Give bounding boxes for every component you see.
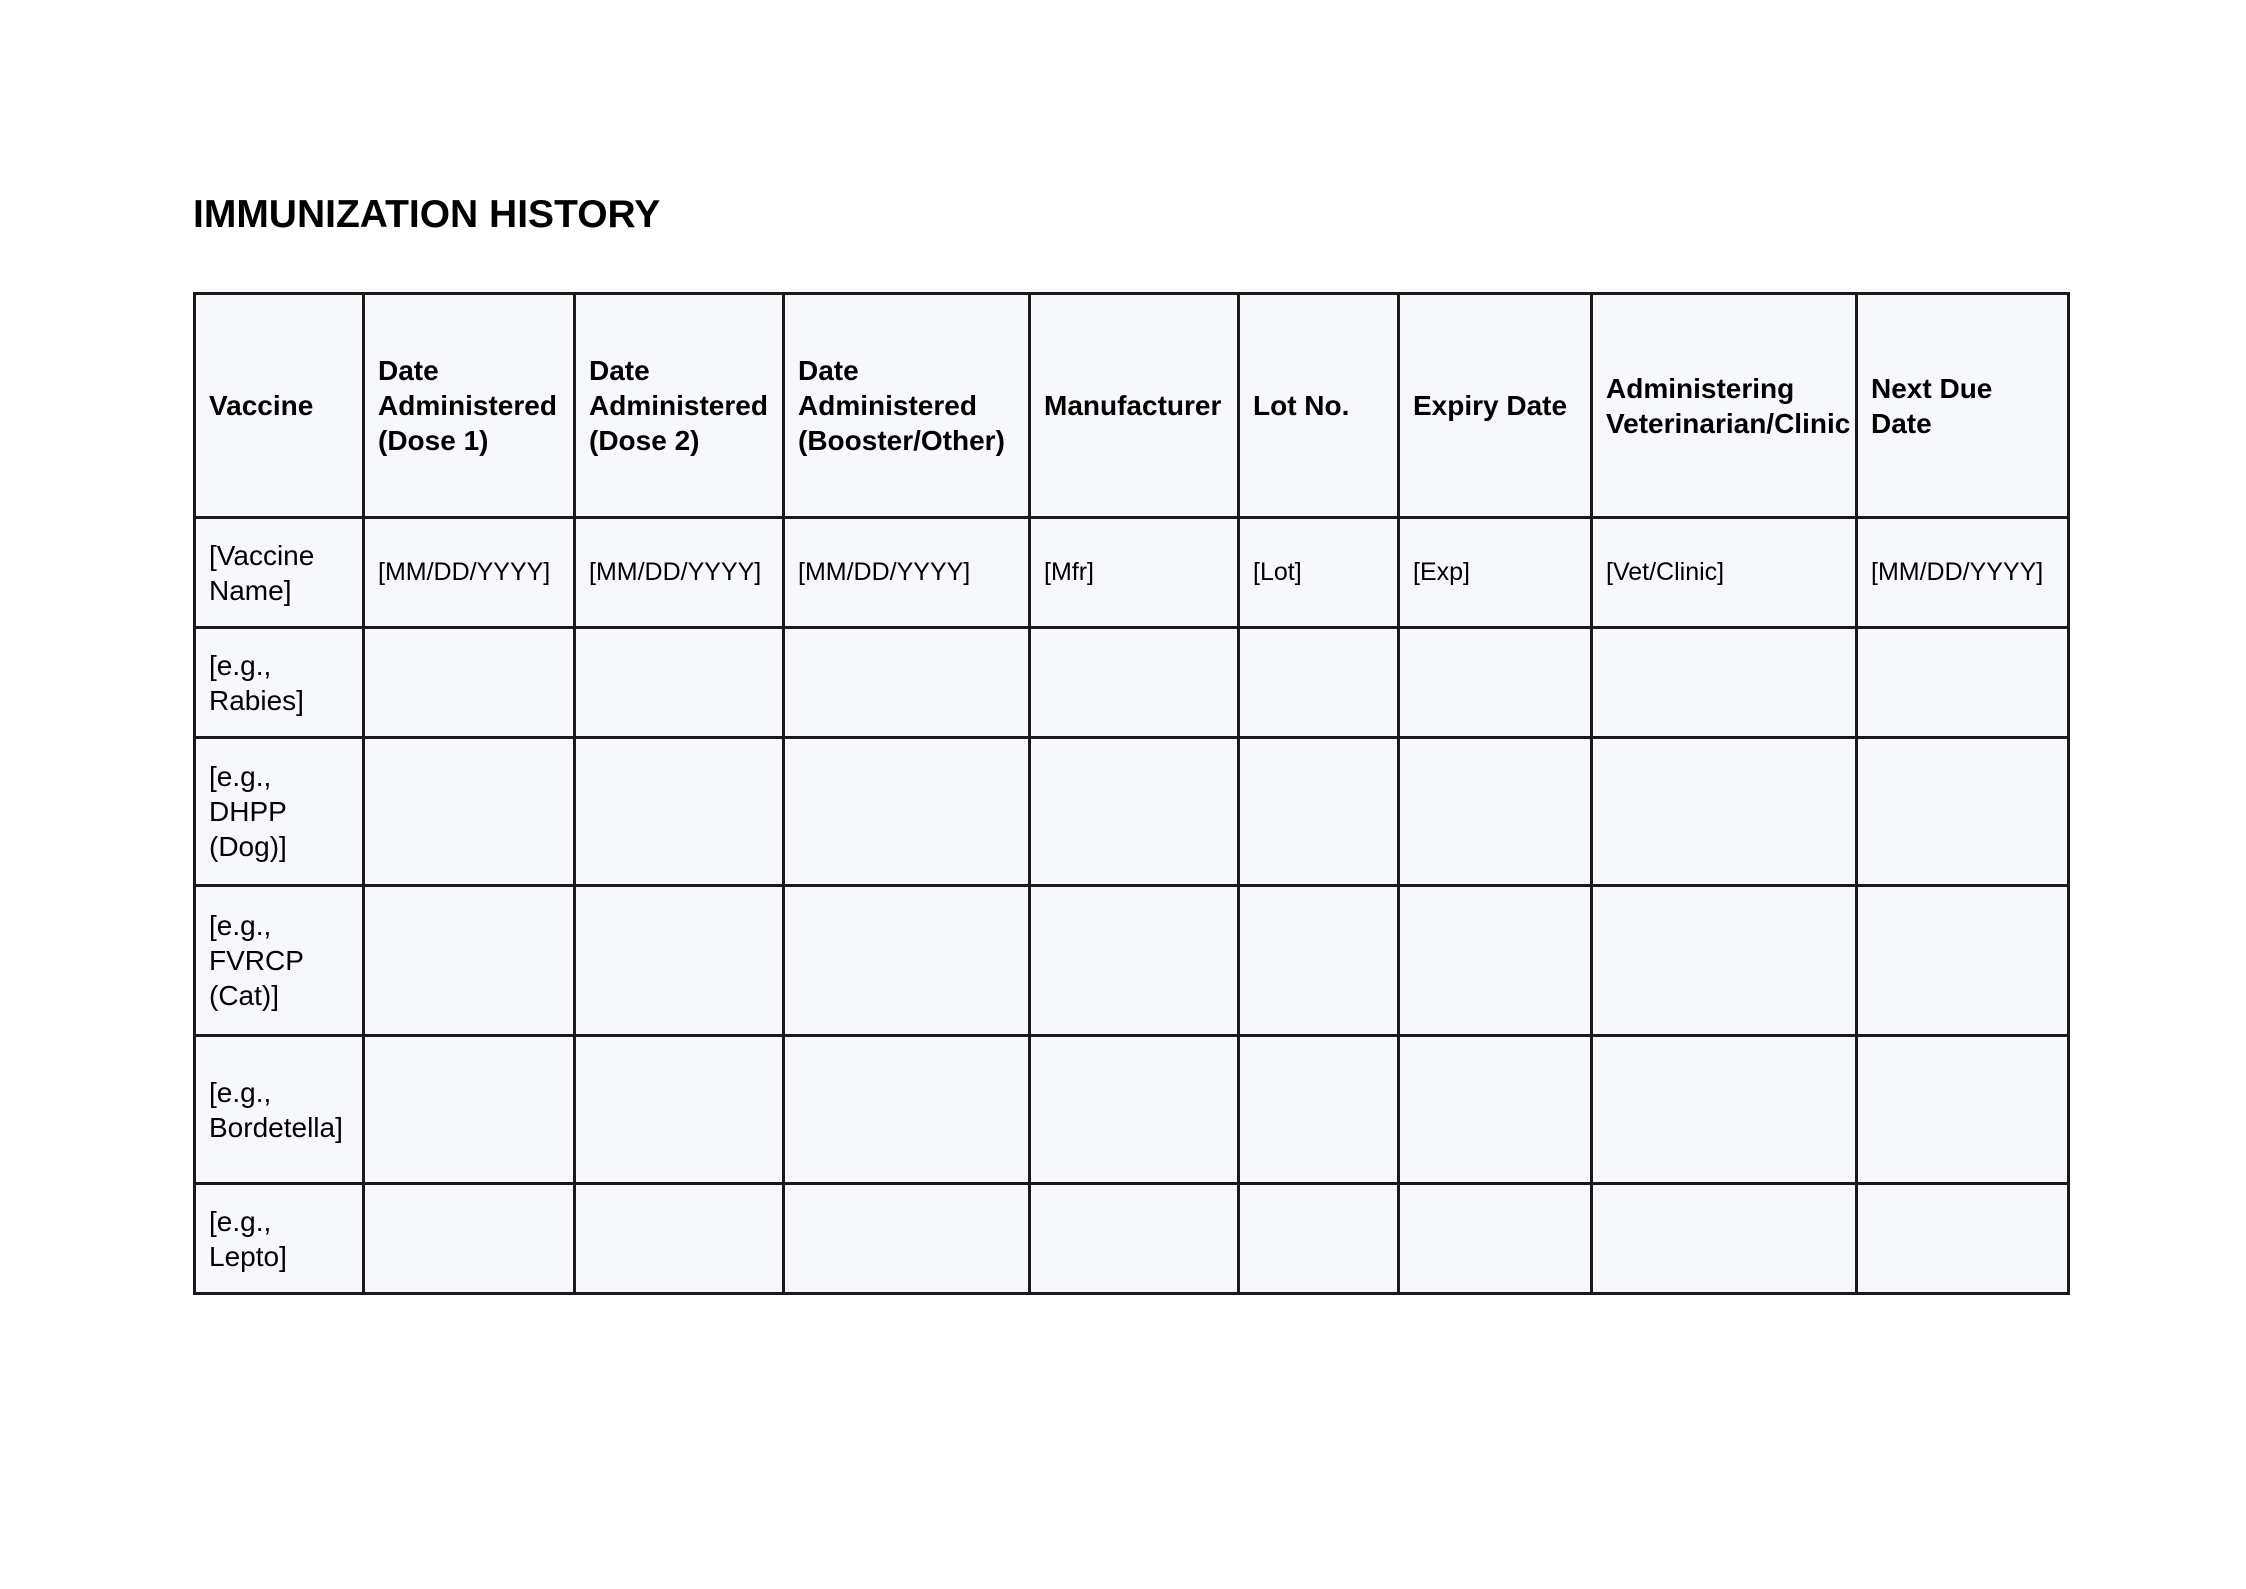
table-row: [195, 518, 2069, 628]
vaccine-name-cell[interactable]: [Vaccine Name]: [195, 518, 364, 628]
vet-clinic-cell[interactable]: [1592, 628, 1857, 738]
next-due-date-cell[interactable]: [1857, 738, 2069, 886]
next-due-date-cell[interactable]: [1857, 1036, 2069, 1184]
booster-date-cell[interactable]: [784, 1184, 1030, 1294]
dose-2-date-cell[interactable]: [575, 886, 784, 1036]
booster-date-cell[interactable]: [784, 628, 1030, 738]
expiry-date-cell[interactable]: [1399, 738, 1592, 886]
lot-no-cell[interactable]: [1239, 1184, 1399, 1294]
booster-date-cell[interactable]: [784, 738, 1030, 886]
header-manufacturer: Manufacturer: [1030, 294, 1239, 518]
booster-date-cell[interactable]: [MM/DD/YYYY]: [784, 518, 1030, 628]
header-lot-no: Lot No.: [1239, 294, 1399, 518]
header-next-due-date: Next Due Date: [1857, 294, 2069, 518]
next-due-date-cell[interactable]: [1857, 1184, 2069, 1294]
header-expiry-date: Expiry Date: [1399, 294, 1592, 518]
expiry-date-cell[interactable]: [1399, 1036, 1592, 1184]
expiry-date-cell[interactable]: [1399, 886, 1592, 1036]
lot-no-cell[interactable]: [1239, 738, 1399, 886]
vaccine-name-cell[interactable]: [e.g., Lepto]: [195, 1184, 364, 1294]
table-row: [195, 1036, 2069, 1184]
dose-1-date-cell[interactable]: [364, 738, 575, 886]
table-row: [195, 886, 2069, 1036]
header-dose-2-date: Date Administered (Dose 2): [575, 294, 784, 518]
dose-1-date-cell[interactable]: [MM/DD/YYYY]: [364, 518, 575, 628]
manufacturer-cell[interactable]: [1030, 628, 1239, 738]
next-due-date-cell[interactable]: [1857, 628, 2069, 738]
manufacturer-cell[interactable]: [1030, 886, 1239, 1036]
booster-date-cell[interactable]: [784, 1036, 1030, 1184]
table-row: [195, 1184, 2069, 1294]
dose-1-date-cell[interactable]: [364, 886, 575, 1036]
expiry-date-cell[interactable]: [Exp]: [1399, 518, 1592, 628]
lot-no-cell[interactable]: [1239, 628, 1399, 738]
dose-1-date-cell[interactable]: [364, 1184, 575, 1294]
vaccine-name-cell[interactable]: [e.g., Rabies]: [195, 628, 364, 738]
table-row: [195, 738, 2069, 886]
table-header-row: [195, 294, 2069, 518]
lot-no-cell[interactable]: [Lot]: [1239, 518, 1399, 628]
booster-date-cell[interactable]: [784, 886, 1030, 1036]
header-booster-date: Date Administered (Booster/Other): [784, 294, 1030, 518]
vet-clinic-cell[interactable]: [1592, 738, 1857, 886]
vet-clinic-cell[interactable]: [1592, 886, 1857, 1036]
lot-no-cell[interactable]: [1239, 886, 1399, 1036]
header-vaccine: Vaccine: [195, 294, 364, 518]
vaccine-name-cell[interactable]: [e.g., FVRCP (Cat)]: [195, 886, 364, 1036]
vaccine-name-cell[interactable]: [e.g., Bordetella]: [195, 1036, 364, 1184]
manufacturer-cell[interactable]: [1030, 738, 1239, 886]
vet-clinic-cell[interactable]: [1592, 1184, 1857, 1294]
dose-2-date-cell[interactable]: [575, 1184, 784, 1294]
dose-2-date-cell[interactable]: [575, 1036, 784, 1184]
lot-no-cell[interactable]: [1239, 1036, 1399, 1184]
vet-clinic-cell[interactable]: [1592, 1036, 1857, 1184]
dose-2-date-cell[interactable]: [575, 738, 784, 886]
table-row: [195, 628, 2069, 738]
manufacturer-cell[interactable]: [Mfr]: [1030, 518, 1239, 628]
dose-1-date-cell[interactable]: [364, 628, 575, 738]
header-dose-1-date: Date Administered (Dose 1): [364, 294, 575, 518]
manufacturer-cell[interactable]: [1030, 1184, 1239, 1294]
vet-clinic-cell[interactable]: [Vet/Clinic]: [1592, 518, 1857, 628]
dose-2-date-cell[interactable]: [575, 628, 784, 738]
immunization-table: [193, 292, 2070, 1295]
expiry-date-cell[interactable]: [1399, 628, 1592, 738]
next-due-date-cell[interactable]: [1857, 886, 2069, 1036]
vaccine-name-cell[interactable]: [e.g., DHPP (Dog)]: [195, 738, 364, 886]
dose-1-date-cell[interactable]: [364, 1036, 575, 1184]
next-due-date-cell[interactable]: [MM/DD/YYYY]: [1857, 518, 2069, 628]
manufacturer-cell[interactable]: [1030, 1036, 1239, 1184]
expiry-date-cell[interactable]: [1399, 1184, 1592, 1294]
dose-2-date-cell[interactable]: [MM/DD/YYYY]: [575, 518, 784, 628]
page-title: IMMUNIZATION HISTORY: [193, 193, 661, 236]
header-vet-clinic: Administering Veterinarian/Clinic: [1592, 294, 1857, 518]
